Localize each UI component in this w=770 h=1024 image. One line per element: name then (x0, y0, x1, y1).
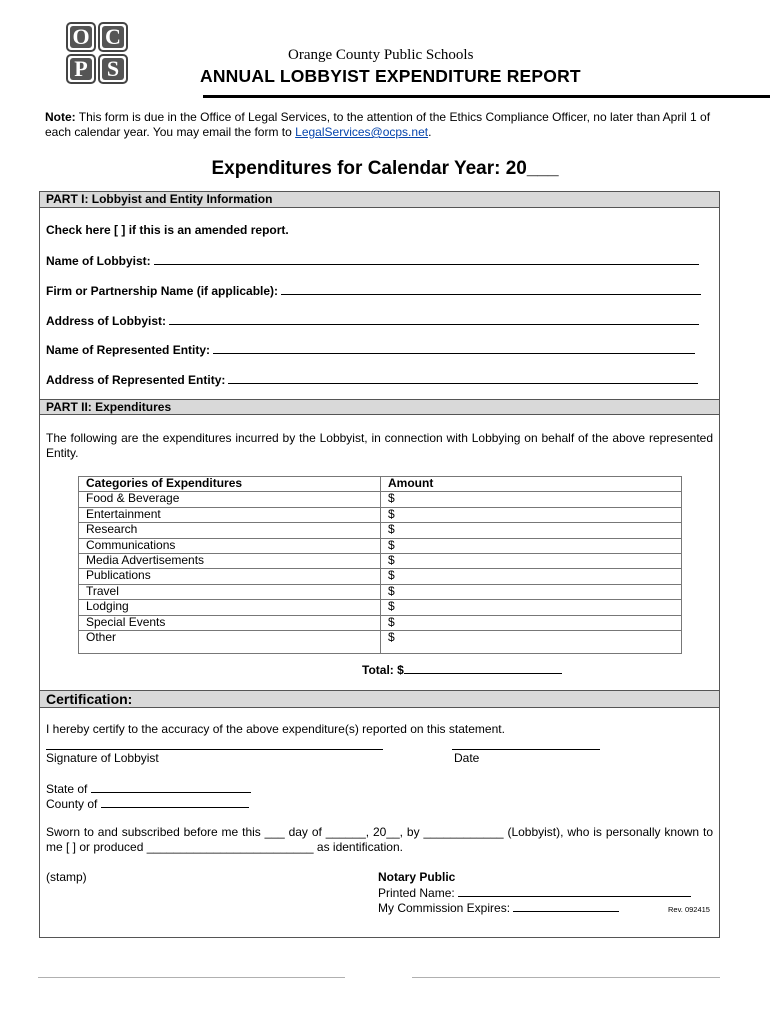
table-row (79, 492, 682, 507)
county-field[interactable]: County of (46, 796, 249, 812)
category-cell: Special Events (79, 615, 381, 630)
part1-heading: PART I: Lobbyist and Entity Information (40, 191, 719, 208)
header-rule (203, 95, 770, 98)
expenditures-table (78, 476, 682, 654)
commission-expires-field[interactable]: My Commission Expires: (378, 900, 619, 916)
signature-label: Signature of Lobbyist (46, 751, 159, 765)
category-cell: Publications (79, 569, 381, 584)
certification-heading: Certification: (40, 690, 719, 708)
logo-letter-s: S (98, 54, 128, 84)
logo-letter-o: O (66, 22, 96, 52)
stamp-label: (stamp) (46, 870, 87, 884)
amended-report-check[interactable]: Check here [ ] if this is an amended report. (46, 223, 289, 237)
note-end: . (428, 125, 432, 139)
category-cell: Research (79, 523, 381, 538)
revision-code: Rev. 092415 (668, 905, 710, 914)
email-link[interactable]: LegalServices@ocps.net (295, 125, 429, 139)
table-row (79, 615, 682, 630)
lobbyist-name-field[interactable]: Name of Lobbyist: (46, 253, 699, 269)
organization-name: Orange County Public Schools (288, 47, 474, 63)
amount-cell[interactable]: $ (381, 507, 682, 522)
amount-cell[interactable]: $ (381, 615, 682, 630)
form-frame (39, 191, 720, 938)
date-label: Date (454, 751, 480, 765)
notary-title: Notary Public (378, 870, 456, 884)
category-cell: Media Advertisements (79, 553, 381, 568)
note-paragraph (45, 110, 725, 140)
table-row (79, 538, 682, 553)
amount-cell[interactable]: $ (381, 523, 682, 538)
category-cell: Entertainment (79, 507, 381, 522)
logo-letter-p: P (66, 54, 96, 84)
category-cell: Travel (79, 584, 381, 599)
expenditures-title: Expenditures for Calendar Year: 20___ (211, 158, 559, 179)
table-row (79, 600, 682, 615)
lobbyist-address-field[interactable]: Address of Lobbyist: (46, 313, 699, 329)
signature-line[interactable] (46, 749, 383, 750)
ocps-logo (66, 22, 130, 86)
table-row (79, 584, 682, 599)
amount-cell[interactable]: $ (381, 584, 682, 599)
amount-cell[interactable]: $ (381, 600, 682, 615)
amount-cell[interactable]: $ (381, 569, 682, 584)
logo-letter-c: C (98, 22, 128, 52)
amount-cell[interactable]: $ (381, 538, 682, 553)
table-header-row (79, 477, 682, 492)
amount-cell[interactable]: $ (381, 553, 682, 568)
certification-statement: I hereby certify to the accuracy of the above expenditure(s) reported on this statement. (46, 722, 505, 736)
amount-cell[interactable]: $ (381, 492, 682, 507)
total-field[interactable]: Total: $ (362, 662, 562, 677)
category-cell: Other (79, 630, 381, 653)
sworn-statement: Sworn to and subscribed before me this ___ day of ______, 20__, by ____________ (Lobbyist), who is personally known to me [ ] or produced _________________________ as identification. (46, 825, 713, 854)
amount-cell[interactable]: $ (381, 630, 682, 653)
date-line[interactable] (452, 749, 600, 750)
printed-name-field[interactable]: Printed Name: (378, 885, 691, 901)
amount-header: Amount (381, 477, 682, 492)
category-cell: Lodging (79, 600, 381, 615)
table-row (79, 569, 682, 584)
represented-entity-address-field[interactable]: Address of Represented Entity: (46, 372, 698, 388)
table-row (79, 523, 682, 538)
expenditures-intro: The following are the expenditures incurred by the Lobbyist, in connection with Lobbying on behalf of the above represented Entity. (46, 431, 713, 460)
state-field[interactable]: State of (46, 781, 251, 797)
footer-line-left (38, 977, 345, 978)
represented-entity-name-field[interactable]: Name of Represented Entity: (46, 342, 695, 358)
part2-heading: PART II: Expenditures (40, 399, 719, 415)
table-row (79, 630, 682, 653)
note-text: This form is due in the Office of Legal Services, to the attention of the Ethics Compliance Officer, no later than April 1 of each calendar year. You may email the form to (45, 110, 711, 139)
category-header: Categories of Expenditures (79, 477, 381, 492)
note-label: Note: (45, 110, 76, 124)
table-row (79, 507, 682, 522)
firm-name-field[interactable]: Firm or Partnership Name (if applicable): (46, 283, 701, 299)
category-cell: Communications (79, 538, 381, 553)
report-title: ANNUAL LOBBYIST EXPENDITURE REPORT (200, 66, 581, 86)
category-cell: Food & Beverage (79, 492, 381, 507)
table-row (79, 553, 682, 568)
footer-line-right (412, 977, 720, 978)
